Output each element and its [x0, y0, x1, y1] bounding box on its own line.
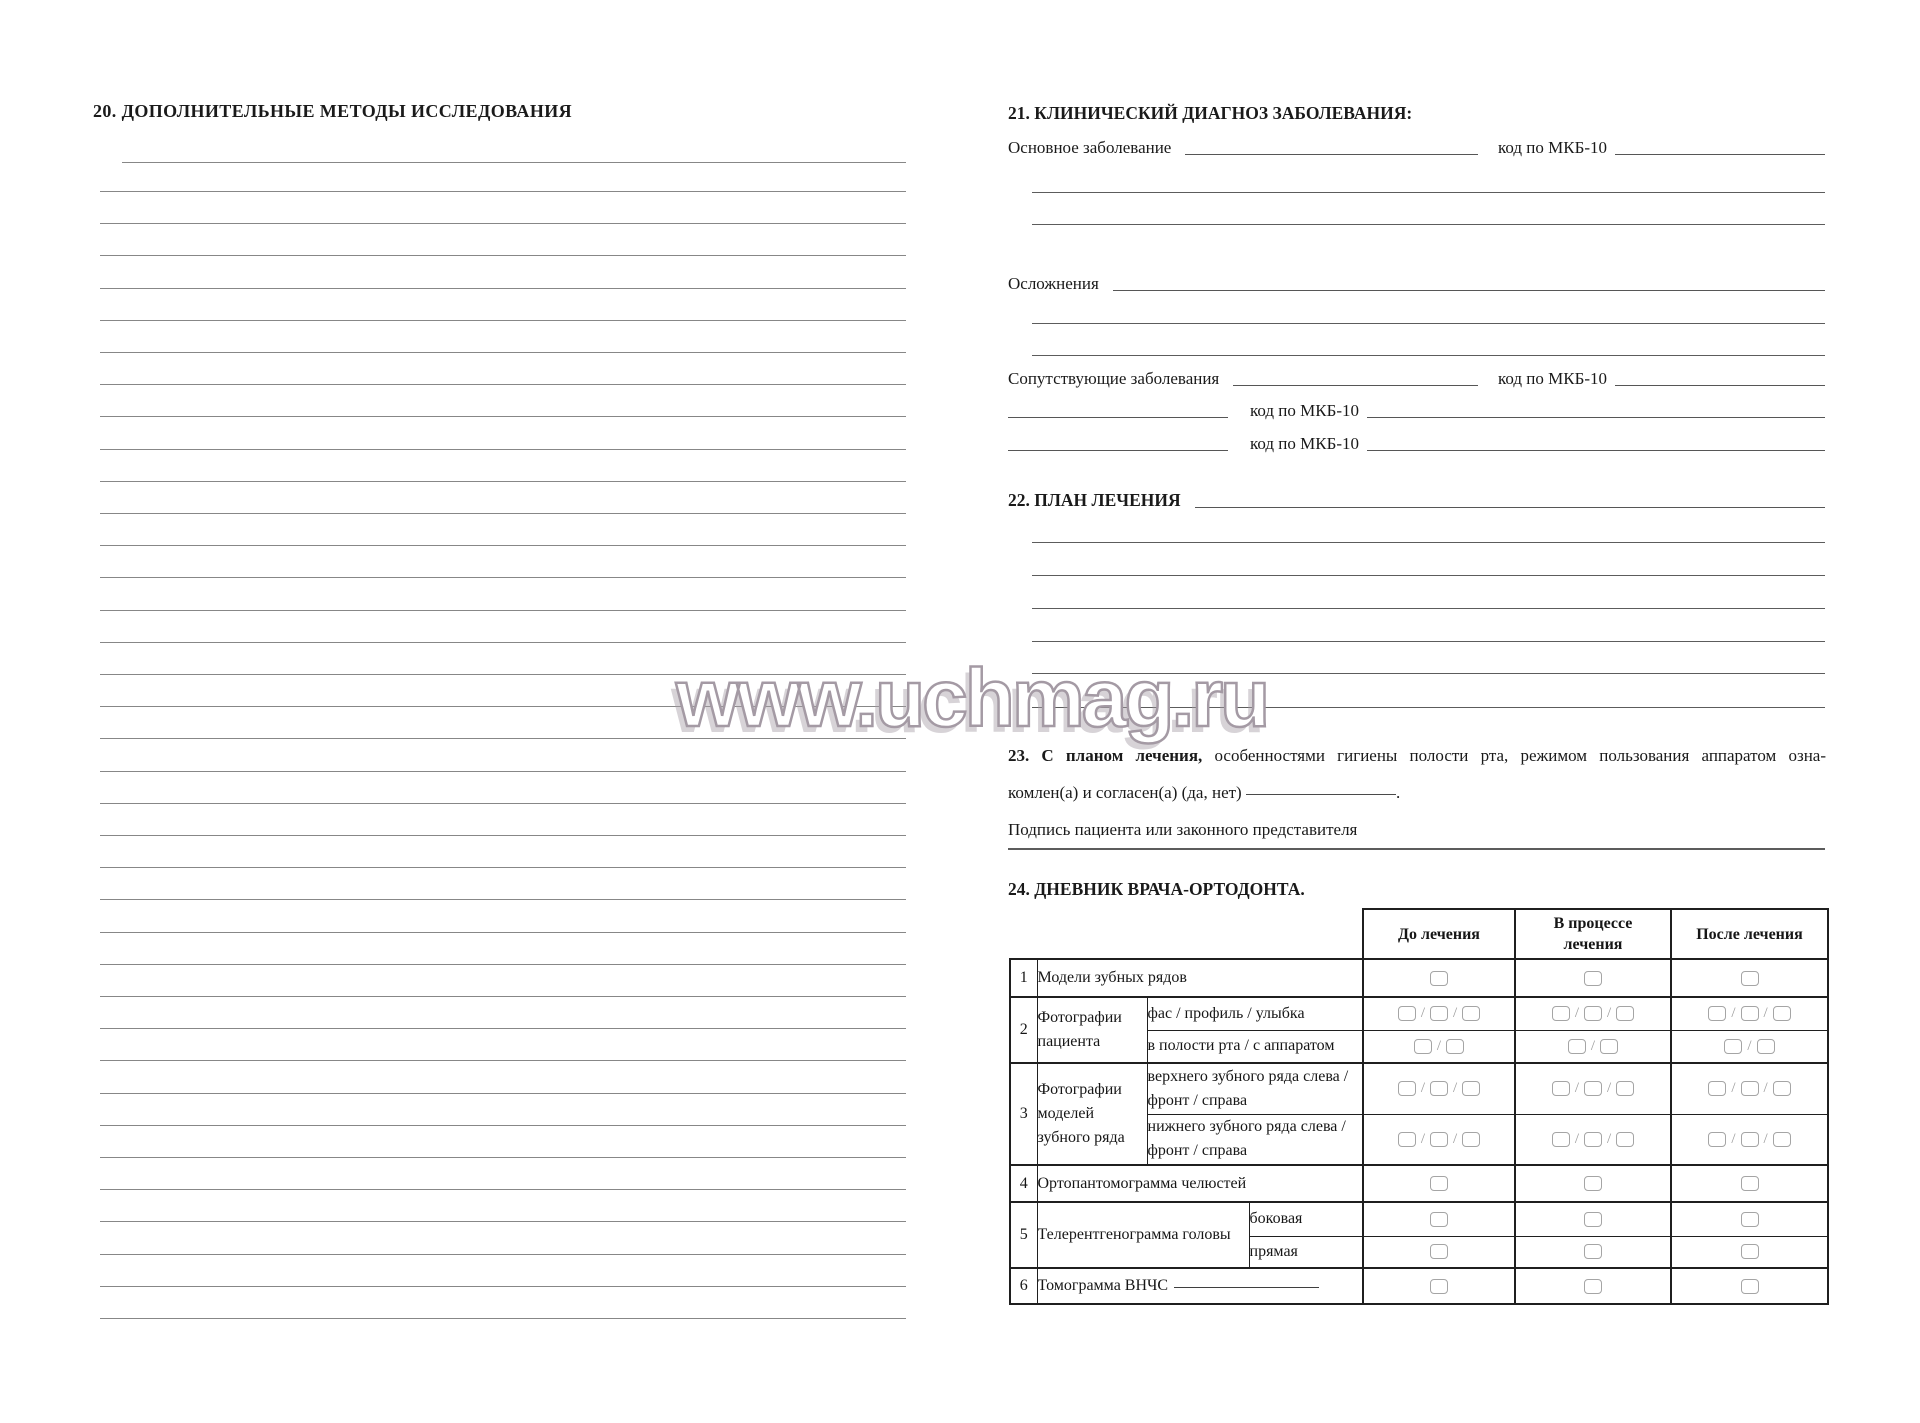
ruled-line — [100, 964, 906, 965]
checkbox — [1741, 1006, 1759, 1021]
checkbox-cell — [1515, 1202, 1671, 1236]
ruled-line — [100, 545, 906, 546]
ruled-line — [100, 706, 906, 707]
checkbox — [1430, 1006, 1448, 1021]
subrow-label: верхнего зубного ряда слева / фронт / справа — [1147, 1063, 1363, 1114]
slash-separator: / — [1731, 1080, 1736, 1097]
slash-separator: / — [1574, 1080, 1579, 1097]
row-number: 6 — [1010, 1268, 1037, 1304]
checkbox-cell — [1671, 1063, 1828, 1114]
row-number: 5 — [1010, 1202, 1037, 1268]
checkbox — [1708, 1081, 1726, 1096]
ruled-line — [1032, 641, 1825, 642]
checkbox-cell — [1363, 959, 1515, 997]
subrow-label: боковая — [1249, 1202, 1363, 1236]
checkbox-cell — [1671, 959, 1828, 997]
slash-separator: / — [1590, 1037, 1596, 1054]
slash-separator: / — [1420, 1080, 1425, 1097]
checkbox — [1584, 1132, 1602, 1147]
disease-field — [1008, 417, 1228, 418]
slash-separator: / — [1574, 1005, 1579, 1022]
concomitant-row — [1008, 363, 1825, 389]
signature-line — [1008, 848, 1825, 850]
checkbox-cell — [1671, 1030, 1828, 1063]
checkbox-cell — [1515, 1030, 1671, 1063]
slash-separator: / — [1763, 1130, 1768, 1147]
ruled-line — [100, 1221, 906, 1222]
checkbox — [1398, 1081, 1416, 1096]
checkbox — [1446, 1039, 1464, 1054]
ruled-line — [100, 1157, 906, 1158]
ruled-line — [100, 577, 906, 578]
blank-field-line — [1032, 192, 1825, 193]
plan-title-row — [1008, 485, 1825, 511]
section24-title: 24. ДНЕВНИК ВРАЧА-ОРТОДОНТА. — [1008, 879, 1305, 899]
main-disease-field — [1185, 154, 1478, 155]
checkbox-cell — [1515, 1114, 1671, 1165]
icd10-field — [1615, 154, 1825, 155]
slash-separator: / — [1453, 1080, 1458, 1097]
slash-separator: / — [1574, 1130, 1579, 1147]
row-label: Модели зубных рядов — [1037, 959, 1363, 997]
ruled-line — [100, 803, 906, 804]
checkbox-cell — [1515, 997, 1671, 1030]
checkbox — [1584, 1279, 1602, 1294]
row-label: Телерентгенограмма головы — [1037, 1202, 1249, 1268]
ruled-line — [122, 162, 906, 163]
checkbox — [1616, 1006, 1634, 1021]
icd10-field — [1367, 450, 1825, 451]
ruled-line — [100, 1286, 906, 1287]
slash-separator: / — [1420, 1130, 1425, 1147]
slash-separator: / — [1763, 1005, 1768, 1022]
ruled-line — [100, 899, 906, 900]
checkbox-cell — [1671, 997, 1828, 1030]
checkbox-cell — [1671, 1268, 1828, 1304]
checkbox — [1430, 1279, 1448, 1294]
checkbox-cell — [1671, 1202, 1828, 1236]
checkbox — [1757, 1039, 1775, 1054]
ruled-line — [100, 288, 906, 289]
slash-separator: / — [1607, 1005, 1612, 1022]
checkbox-cell — [1515, 1268, 1671, 1304]
row-label: Томограмма ВНЧС — [1037, 1268, 1363, 1304]
ruled-line — [100, 610, 906, 611]
ruled-line — [100, 384, 906, 385]
checkbox-cell — [1671, 1114, 1828, 1165]
ruled-line — [100, 1125, 906, 1126]
row-label-field — [1174, 1287, 1319, 1288]
disease-field — [1008, 450, 1228, 451]
checkbox — [1773, 1006, 1791, 1021]
ruled-line — [100, 1189, 906, 1190]
checkbox — [1741, 1081, 1759, 1096]
blank-field-line — [1032, 323, 1825, 324]
checkbox — [1584, 971, 1602, 986]
row-number: 1 — [1010, 959, 1037, 997]
checkbox — [1708, 1132, 1726, 1147]
slash-separator: / — [1763, 1080, 1768, 1097]
plan-field — [1195, 507, 1825, 508]
slash-separator: / — [1420, 1005, 1425, 1022]
ruled-line — [100, 1318, 906, 1319]
ruled-line — [100, 642, 906, 643]
row-number: 3 — [1010, 1063, 1037, 1165]
checkbox — [1741, 1176, 1759, 1191]
main-disease-row — [1008, 132, 1825, 158]
checkbox — [1430, 1212, 1448, 1227]
icd10-field — [1367, 417, 1825, 418]
watermark: www.uchmag.ru — [676, 653, 1268, 744]
ruled-line — [100, 1254, 906, 1255]
table-header-cell: До лечения — [1363, 909, 1515, 959]
checkbox — [1741, 1212, 1759, 1227]
slash-separator: / — [1731, 1130, 1736, 1147]
checkbox — [1430, 971, 1448, 986]
checkbox-cell — [1515, 1236, 1671, 1268]
section22-title: 22. ПЛАН ЛЕЧЕНИЯ — [1008, 490, 1181, 510]
checkbox — [1584, 1081, 1602, 1096]
main-disease-label: Основное заболевание — [1008, 138, 1172, 157]
complications-row — [1008, 268, 1825, 294]
checkbox — [1741, 1132, 1759, 1147]
checkbox-cell — [1515, 959, 1671, 997]
ruled-line — [1032, 608, 1825, 609]
checkbox — [1430, 1132, 1448, 1147]
ruled-line — [100, 352, 906, 353]
slash-separator: / — [1436, 1037, 1442, 1054]
ruled-line — [100, 191, 906, 192]
ruled-line — [100, 449, 906, 450]
signature-caption: Подпись пациента или законного представителя — [1008, 820, 1358, 839]
checkbox — [1741, 971, 1759, 986]
checkbox — [1462, 1006, 1480, 1021]
checkbox — [1552, 1081, 1570, 1096]
extra-icd-row — [1008, 395, 1825, 421]
ruled-line — [100, 996, 906, 997]
ruled-line — [100, 255, 906, 256]
slash-separator: / — [1453, 1005, 1458, 1022]
orthodontist-diary-table — [1009, 908, 1829, 1305]
checkbox — [1462, 1132, 1480, 1147]
icd10-label: код по МКБ-10 — [1497, 369, 1607, 388]
checkbox-cell — [1515, 1063, 1671, 1114]
ruled-line — [100, 513, 906, 514]
ruled-line — [100, 867, 906, 868]
checkbox — [1552, 1006, 1570, 1021]
ruled-line — [100, 320, 906, 321]
checkbox-cell — [1363, 1114, 1515, 1165]
row-label: Фотографии пациента — [1037, 997, 1147, 1063]
ruled-line — [100, 738, 906, 739]
checkbox — [1414, 1039, 1432, 1054]
checkbox — [1741, 1244, 1759, 1259]
complications-field — [1113, 290, 1825, 291]
row-number: 4 — [1010, 1165, 1037, 1202]
slash-separator: / — [1453, 1130, 1458, 1147]
ruled-line — [100, 481, 906, 482]
subrow-label: фас / профиль / улыбка — [1147, 997, 1363, 1030]
ruled-line — [100, 416, 906, 417]
checkbox-cell — [1671, 1165, 1828, 1202]
icd10-label: код по МКБ-10 — [1250, 434, 1360, 453]
checkbox — [1773, 1081, 1791, 1096]
checkbox-cell — [1363, 1236, 1515, 1268]
checkbox-cell — [1363, 1030, 1515, 1063]
checkbox — [1584, 1244, 1602, 1259]
ruled-line — [1032, 575, 1825, 576]
checkbox — [1430, 1244, 1448, 1259]
ruled-line — [100, 674, 906, 675]
section23-paragraph — [1008, 737, 1826, 848]
ruled-line — [1032, 707, 1825, 708]
concomitant-field — [1233, 385, 1478, 386]
slash-separator: / — [1607, 1080, 1612, 1097]
checkbox — [1616, 1132, 1634, 1147]
checkbox — [1724, 1039, 1742, 1054]
checkbox — [1741, 1279, 1759, 1294]
checkbox — [1600, 1039, 1618, 1054]
ruled-line — [100, 771, 906, 772]
icd10-label: код по МКБ-10 — [1497, 138, 1607, 157]
slash-separator: / — [1607, 1130, 1612, 1147]
row-number: 2 — [1010, 997, 1037, 1063]
checkbox-cell — [1363, 1202, 1515, 1236]
checkbox-cell — [1515, 1165, 1671, 1202]
consent-answer-field — [1246, 794, 1396, 795]
ruled-line — [100, 223, 906, 224]
checkbox — [1552, 1132, 1570, 1147]
subrow-label: нижнего зубного ряда слева / фронт / справа — [1147, 1114, 1363, 1165]
checkbox — [1773, 1132, 1791, 1147]
checkbox — [1398, 1132, 1416, 1147]
concomitant-label: Сопутствующие заболевания — [1008, 369, 1220, 388]
table-header-spacer — [1010, 909, 1363, 959]
ruled-line — [100, 932, 906, 933]
ruled-line — [1032, 542, 1825, 543]
checkbox — [1616, 1081, 1634, 1096]
complications-label: Осложнения — [1008, 274, 1099, 293]
ruled-line — [100, 1028, 906, 1029]
checkbox-cell — [1363, 997, 1515, 1030]
ruled-line — [100, 1060, 906, 1061]
checkbox-cell — [1363, 1165, 1515, 1202]
row-label: Ортопантомограмма челюстей — [1037, 1165, 1363, 1202]
extra-icd-row — [1008, 428, 1825, 454]
ruled-line — [100, 1093, 906, 1094]
subrow-label: в полости рта / с аппаратом — [1147, 1030, 1363, 1063]
checkbox — [1584, 1006, 1602, 1021]
icd10-label: код по МКБ-10 — [1250, 401, 1360, 420]
blank-field-line — [1032, 224, 1825, 225]
checkbox — [1584, 1176, 1602, 1191]
checkbox — [1462, 1081, 1480, 1096]
subrow-label: прямая — [1249, 1236, 1363, 1268]
checkbox-cell — [1363, 1063, 1515, 1114]
checkbox — [1584, 1212, 1602, 1227]
checkbox-cell — [1671, 1236, 1828, 1268]
ruled-line — [1032, 673, 1825, 674]
blank-field-line — [1032, 355, 1825, 356]
icd10-field — [1615, 385, 1825, 386]
slash-separator: / — [1747, 1037, 1752, 1054]
table-header-cell: После лечения — [1671, 909, 1828, 959]
section21-title: 21. КЛИНИЧЕСКИЙ ДИАГНОЗ ЗАБОЛЕВАНИЯ: — [1008, 103, 1413, 123]
checkbox-cell — [1363, 1268, 1515, 1304]
checkbox — [1430, 1176, 1448, 1191]
row-label: Фотографии моделей зубного ряда — [1037, 1063, 1147, 1165]
checkbox — [1398, 1006, 1416, 1021]
consent-line2: комлен(а) и согласен(а) (да, нет) . — [1008, 783, 1401, 802]
consent-line1: 23. С планом лечения, особенностями гигиены полости рта, режимом пользования аппаратом озна- — [1008, 746, 1827, 765]
slash-separator: / — [1731, 1005, 1736, 1022]
checkbox — [1708, 1006, 1726, 1021]
checkbox — [1430, 1081, 1448, 1096]
checkbox — [1568, 1039, 1586, 1054]
ruled-line — [100, 835, 906, 836]
table-header-cell: В процессе лечения — [1515, 909, 1671, 959]
section20-title: 20. ДОПОЛНИТЕЛЬНЫЕ МЕТОДЫ ИССЛЕДОВАНИЯ — [93, 101, 573, 121]
